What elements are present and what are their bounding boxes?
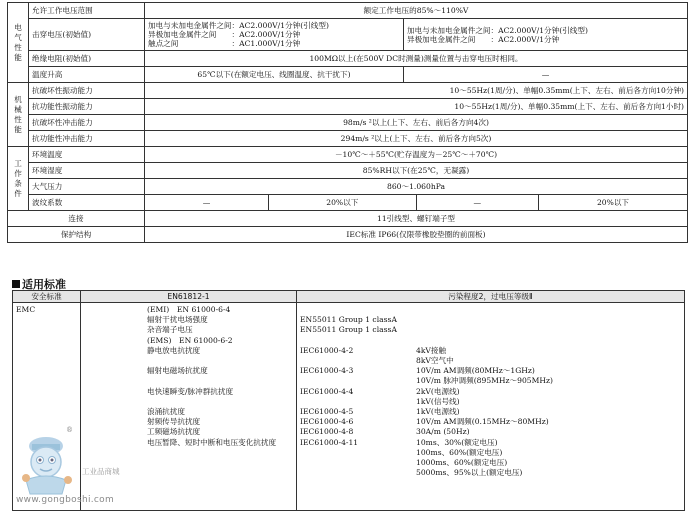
spec-label: 环境温度 xyxy=(29,147,145,163)
header-note: 污染程度2，过电压等级Ⅱ xyxy=(297,291,685,303)
emc-item: 静电放电抗扰度 xyxy=(147,345,201,355)
spec-table xyxy=(7,2,688,243)
emc-value xyxy=(416,325,553,335)
spec-row xyxy=(8,115,688,131)
emc-std: IEC61000-4-6 xyxy=(300,417,354,427)
spec-line: 异极加电金属件之间 ：AC2.000V/1分钟 xyxy=(407,34,560,44)
emc-item: (EMI) EN 61000-6-4 xyxy=(147,305,231,314)
spec-value-right xyxy=(404,19,688,51)
spec-label: 绝缘电阻(初始值) xyxy=(29,51,145,67)
emc-item: 电快速瞬变/脉冲群抗扰度 xyxy=(147,386,234,396)
emc-value: 1kV(电源线) xyxy=(416,407,460,417)
spec-row xyxy=(8,227,688,243)
spec-row xyxy=(8,19,688,51)
spec-line: 异极加电金属件之间 ：AC2.000V/1分钟 xyxy=(148,30,301,39)
emc-value: 1000ms、60%(额定电压) xyxy=(416,458,508,468)
emc-value: 4kV接触 xyxy=(416,345,447,355)
emc-std: IEC61000-4-4 xyxy=(300,386,354,396)
ripple-cell: — xyxy=(416,195,538,210)
spec-value: 11引线型、螺钉端子型 xyxy=(145,211,688,227)
emc-std: IEC61000-4-5 xyxy=(300,407,354,417)
emc-std xyxy=(300,305,416,315)
header-std: EN61812-1 xyxy=(81,291,297,303)
emc-value: 8kV空气中 xyxy=(416,356,454,366)
group-label-mechanical: 机 械 性 能 xyxy=(8,83,29,147)
emc-items xyxy=(81,303,297,511)
emc-value: 10V/m 脉冲调频(895MHz～905MHz) xyxy=(416,376,553,386)
emc-std xyxy=(300,376,416,386)
spec-row xyxy=(8,83,688,99)
spec-value: 98m/s ²以上(上下、左右、前后各方向4次) xyxy=(145,115,688,131)
spec-value: IEC标准 IP66(仅限带橡胶垫圈的前面板) xyxy=(145,227,688,243)
spec-value: 额定工作电压的85%～110%V xyxy=(145,3,688,19)
emc-std xyxy=(300,336,416,346)
spec-value: 10～55Hz(1周/分)、单幅0.35mm(上下、左右、前后各方向10分钟) xyxy=(145,83,688,99)
registered-mark: ® xyxy=(66,426,73,434)
spec-row xyxy=(8,51,688,67)
section-title: 适用标准 xyxy=(12,276,66,292)
spec-label: 允许工作电压范围 xyxy=(29,3,145,19)
spec-label: 击穿电压(初始值) xyxy=(29,19,145,51)
emc-item: 电压暂降、短时中断和电压变化抗扰度 xyxy=(147,437,277,447)
spec-line: 加电与未加电金属件之间：AC2.000V/1分钟(引线型) xyxy=(407,25,588,35)
emc-std: IEC61000-4-3 xyxy=(300,366,354,376)
spec-value: －10℃～＋55℃(贮存温度为－25℃～＋70℃) xyxy=(145,147,688,163)
emc-value: 30A/m (50Hz) xyxy=(416,427,470,437)
emc-val-col xyxy=(416,305,553,478)
spec-row xyxy=(8,131,688,147)
emc-std: IEC61000-4-2 xyxy=(300,345,354,355)
spec-row xyxy=(8,147,688,163)
emc-item: 辐射电磁场抗扰度 xyxy=(147,366,208,376)
spec-value: 294m/s ²以上(上下、左右、前后各方向5次) xyxy=(145,131,688,147)
emc-item: (EMS) EN 61000-6-2 xyxy=(147,335,233,345)
emc-value: 10ms、30%(额定电压) xyxy=(416,437,498,447)
group-label-electrical: 电 气 性 能 xyxy=(8,3,29,83)
emc-value: 5000ms、95%以上(额定电压) xyxy=(416,468,523,478)
spec-label: 温度升高 xyxy=(29,67,145,83)
emc-value xyxy=(416,315,553,325)
emc-value xyxy=(416,305,553,315)
spec-value: 860～1.060hPa xyxy=(145,179,688,195)
spec-value: 10～55Hz(1周/分)、单幅0.35mm(上下、左右、前后各方向1小时) xyxy=(145,99,688,115)
spec-row xyxy=(8,163,688,179)
emc-item: 杂音端子电压 xyxy=(147,325,193,335)
watermark-url: www.gongboshi.com xyxy=(16,495,115,505)
emc-label: EMC xyxy=(13,303,81,511)
emc-item xyxy=(147,397,293,407)
spec-label: 抗破坏性冲击能力 xyxy=(29,115,145,131)
ripple-cell: 20%以下 xyxy=(596,198,630,207)
standards-table xyxy=(12,290,685,511)
emc-value: 10V/m AM调频(0.15MHz～80MHz) xyxy=(416,417,549,427)
spec-label: 抗功能性冲击能力 xyxy=(29,131,145,147)
ripple-cell: — xyxy=(145,195,269,210)
spec-value-right: — xyxy=(404,67,688,83)
emc-std: EN55011 Group 1 classA xyxy=(300,315,397,325)
emc-value: 2kV(电源线) xyxy=(416,386,460,396)
spec-row xyxy=(8,3,688,19)
watermark-cn: 工业品商城 xyxy=(82,467,120,476)
spec-line: 加电与未加电金属件之间：AC2.000V/1分钟(引线型) xyxy=(148,21,329,30)
spec-label: 连接 xyxy=(8,211,145,227)
emc-std xyxy=(300,356,416,366)
spec-value: 85%RH以下(在25℃，无凝露) xyxy=(145,163,688,179)
emc-item: 浪涌抗扰度 xyxy=(147,407,185,417)
spec-row xyxy=(8,195,688,211)
spec-label: 环境湿度 xyxy=(29,163,145,179)
spec-row xyxy=(8,67,688,83)
square-bullet-icon xyxy=(12,280,20,288)
spec-row xyxy=(8,179,688,195)
spec-value-left: 65℃以下(在额定电压、线圈温度、抗干扰下) xyxy=(145,67,404,83)
spec-value: 100MΩ以上(在500V DC时测量)测量位置与击穿电压时相同。 xyxy=(145,51,688,67)
header-safety: 安全标准 xyxy=(13,291,81,303)
emc-item: 辐射干扰电场强度 xyxy=(147,315,208,325)
emc-item xyxy=(147,356,293,366)
spec-line: 触点之间 ：AC1.000V/1分钟 xyxy=(148,39,301,48)
emc-value: 100ms、60%(额定电压) xyxy=(416,447,503,457)
spec-label: 波纹系数 xyxy=(29,195,145,211)
ripple-cell: 20%以下 xyxy=(269,195,416,210)
emc-values xyxy=(297,303,685,511)
emc-item: 工频磁场抗扰度 xyxy=(147,427,201,437)
emc-std: EN55011 Group 1 classA xyxy=(300,325,397,335)
emc-value xyxy=(416,336,553,346)
group-label-working: 工 作 条 件 xyxy=(8,147,29,211)
emc-value: 1kV(信号线) xyxy=(416,396,460,406)
mascot-watermark-icon xyxy=(16,428,84,500)
emc-std: IEC61000-4-11 xyxy=(300,437,359,447)
emc-item xyxy=(147,376,293,386)
spec-label: 抗破坏性振动能力 xyxy=(29,83,145,99)
emc-std-col xyxy=(300,305,416,478)
spec-value-left xyxy=(145,19,404,51)
emc-std: IEC61000-4-8 xyxy=(300,427,354,437)
emc-std xyxy=(300,397,416,407)
emc-item: 射频传导抗扰度 xyxy=(147,417,201,427)
spec-row xyxy=(8,211,688,227)
ripple-cells xyxy=(145,195,688,211)
spec-row xyxy=(8,99,688,115)
emc-value: 10V/m AM调频(80MHz～1GHz) xyxy=(416,366,535,376)
spec-label: 抗功能性振动能力 xyxy=(29,99,145,115)
spec-label: 保护结构 xyxy=(8,227,145,243)
spec-label: 大气压力 xyxy=(29,179,145,195)
